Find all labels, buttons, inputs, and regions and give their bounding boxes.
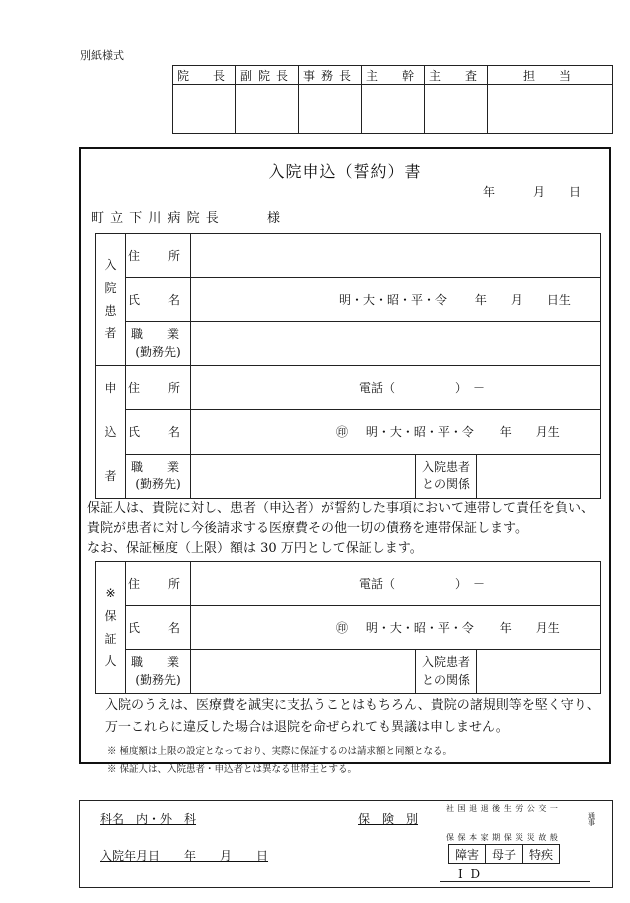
- addressee-honorific: 様: [267, 211, 281, 226]
- note-guarantor: ※ 保証人は、入院患者・申込者とは異なる世帯主とする。: [107, 764, 358, 775]
- applicant-phone: 電話（ ） －: [359, 381, 486, 396]
- patient-dob: 年 月 日生: [474, 293, 571, 307]
- department-field[interactable]: 科名 内・外 科: [100, 812, 197, 826]
- guarantor-phone: 電話（ ） －: [359, 577, 486, 591]
- note-limit: ※ 極度額は上限の設定となっており、実際に保証するのは請求額と同額となる。: [107, 746, 453, 757]
- patient-address-label: 住 所: [126, 234, 191, 278]
- applicant-relation-field[interactable]: [477, 454, 601, 498]
- category-single-parent[interactable]: 母子: [486, 845, 523, 864]
- applicant-address-label: 住 所: [126, 366, 191, 410]
- guarantor-job-field[interactable]: [191, 650, 416, 694]
- form-title: 入院申込（誓約）書: [268, 162, 422, 181]
- applicant-era-options: 明・大・昭・平・令: [365, 425, 474, 440]
- patient-group-label: 入 院 患 者: [96, 234, 126, 366]
- pledge-statement: 入院のうえは、医療費を誠実に支払うことはもちろん、貴院の諸規則等を堅く守り、 万一これらに違反した場合は退院を命ぜられても異議は申しません。: [105, 698, 600, 735]
- special-category-table: [448, 844, 560, 864]
- approval-cell[interactable]: [425, 85, 488, 134]
- insurance-types-row1[interactable]: 社 国 退 退 後 生 労 公 交 一: [446, 804, 559, 813]
- seal-icon: ㊞: [336, 425, 349, 440]
- guarantor-section: [95, 561, 601, 694]
- guarantor-name-field[interactable]: [191, 606, 601, 650]
- approval-header-vice-director: 副院長: [236, 66, 299, 85]
- id-field-underline[interactable]: [440, 881, 590, 882]
- approval-stamp-table: [172, 65, 613, 134]
- application-form: [79, 147, 611, 775]
- applicant-group-label: 申 込 者: [96, 366, 126, 499]
- guarantor-group-label: ※ 保 証 人: [96, 562, 126, 694]
- approval-cell[interactable]: [488, 85, 613, 134]
- guarantor-relation-label: 入院患者 との関係: [416, 650, 477, 694]
- applicant-address-field[interactable]: [191, 366, 601, 410]
- approval-cell[interactable]: [236, 85, 299, 134]
- patient-era-options: 明・大・昭・平・令: [339, 293, 448, 307]
- guarantor-job-label: 職 業 (勤務先): [126, 650, 191, 694]
- guarantor-relation-field[interactable]: [477, 650, 601, 694]
- category-disability[interactable]: 障害: [449, 845, 486, 864]
- applicant-name-field[interactable]: [191, 410, 601, 454]
- applicant-dob: 年 月生: [499, 425, 560, 440]
- date-day: 日: [569, 185, 582, 199]
- applicant-section: [95, 365, 601, 499]
- seal-icon: ㊞: [336, 621, 349, 635]
- approval-header-admin-manager: 事務長: [299, 66, 362, 85]
- insurance-traffic-extra: 通事: [588, 812, 595, 827]
- applicant-relation-label: 入院患者 との関係: [416, 454, 477, 498]
- form-id: 別紙様式: [80, 49, 124, 62]
- insurance-types-row2[interactable]: 保 保 本 家 期 保 災 災 故 般: [446, 833, 559, 842]
- admission-date-field[interactable]: 入院年月日 年 月 日: [100, 849, 269, 863]
- guarantor-address-label: 住 所: [126, 562, 191, 606]
- category-specific-disease[interactable]: 特疾: [523, 845, 560, 864]
- approval-header-director: 院 長: [173, 66, 236, 85]
- addressee: 町 立 下 川 病 院 長: [91, 211, 220, 226]
- approval-header-chief: 主 幹: [362, 66, 425, 85]
- patient-job-label: 職 業 (勤務先): [126, 322, 191, 366]
- guarantor-address-field[interactable]: [191, 562, 601, 606]
- approval-cell[interactable]: [299, 85, 362, 134]
- patient-address-field[interactable]: [191, 234, 601, 278]
- patient-section: [95, 233, 601, 366]
- guarantor-era-options: 明・大・昭・平・令: [365, 621, 474, 635]
- patient-job-field[interactable]: [191, 322, 601, 366]
- guarantee-statement: 保証人は、貴院に対し、患者（申込者）が誓約した事項において連帯して責任を負い、 貴院が患者に対し今後請求する医療費その他一切の債務を連帯保証します。 なお、保証極度（上限）額は 30 万円として保証します。: [87, 501, 595, 556]
- date-month: 月: [533, 185, 546, 199]
- id-label: I D: [458, 867, 483, 881]
- insurance-label: 保 険 別: [358, 812, 419, 826]
- patient-name-field[interactable]: [191, 278, 601, 322]
- date-year: 年: [483, 185, 496, 199]
- applicant-name-label: 氏 名: [126, 410, 191, 454]
- approval-header-staff: 担 当: [488, 66, 613, 85]
- guarantor-name-label: 氏 名: [126, 606, 191, 650]
- approval-cell[interactable]: [362, 85, 425, 134]
- applicant-job-field[interactable]: [191, 454, 416, 498]
- approval-cell[interactable]: [173, 85, 236, 134]
- applicant-job-label: 職 業 (勤務先): [126, 454, 191, 498]
- patient-name-label: 氏 名: [126, 278, 191, 322]
- guarantor-dob: 年 月生: [499, 621, 560, 635]
- office-use-box: [79, 800, 613, 888]
- approval-header-inspector: 主 査: [425, 66, 488, 85]
